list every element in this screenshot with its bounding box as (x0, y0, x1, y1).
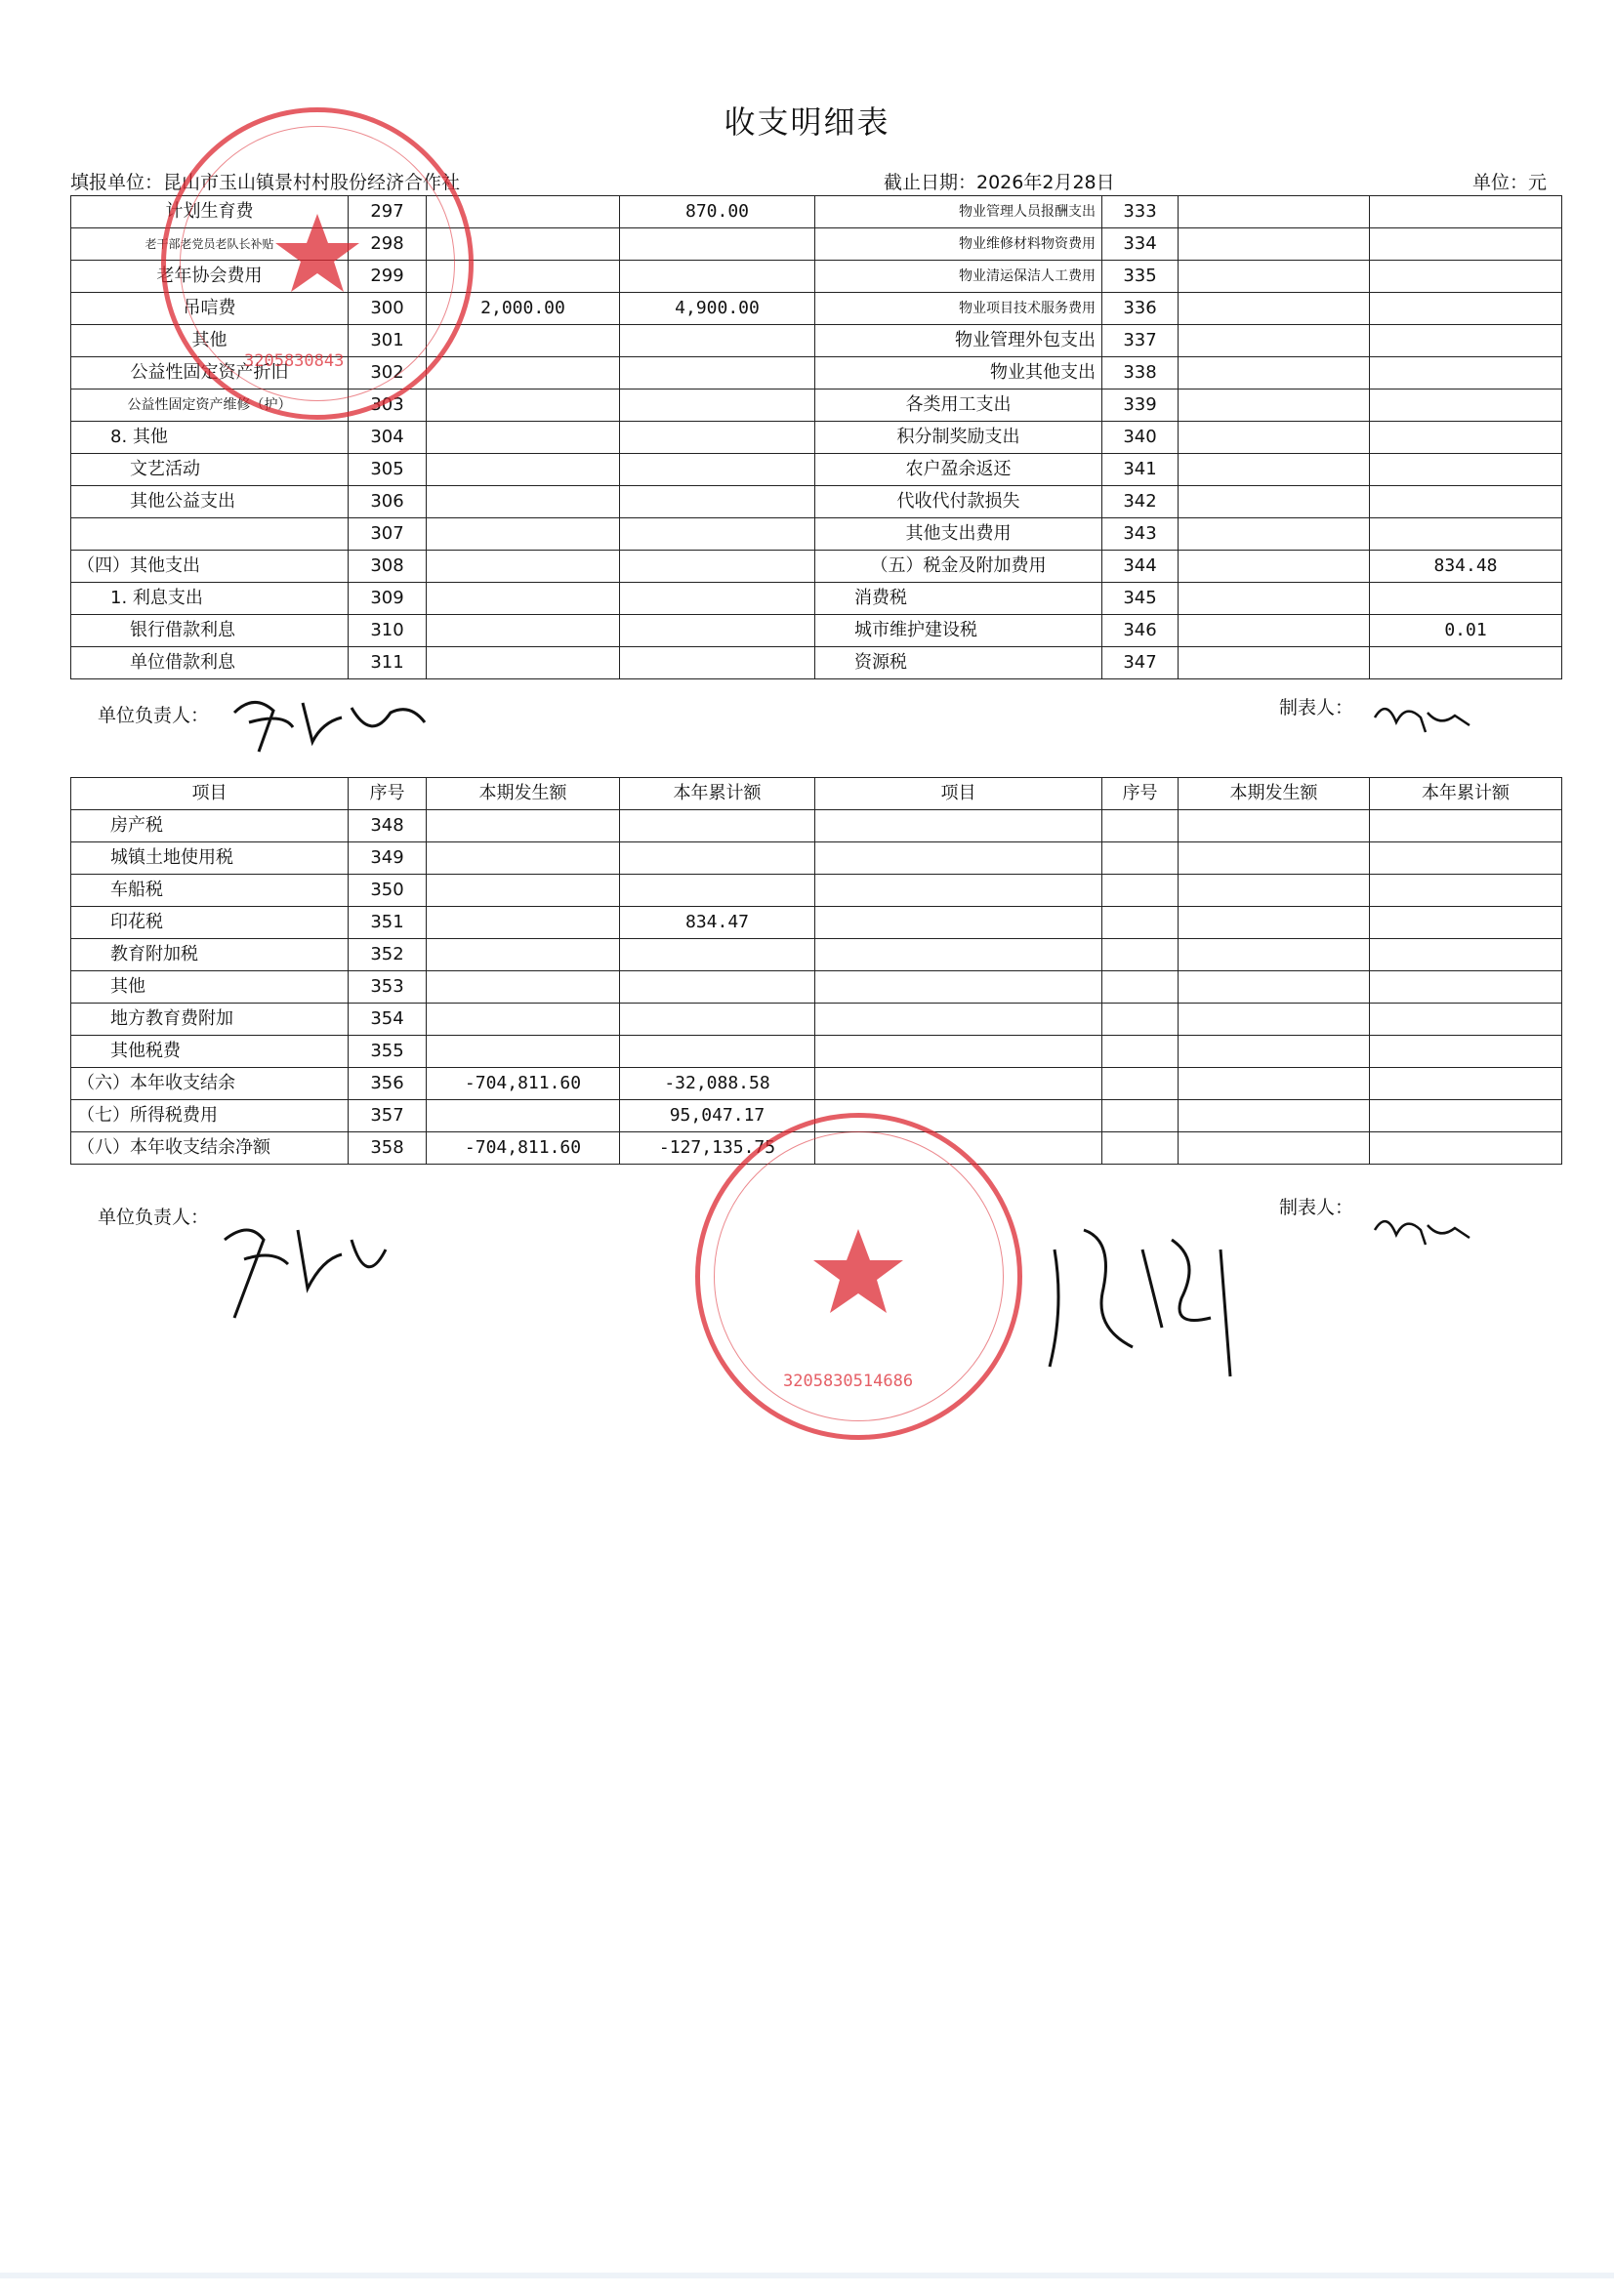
header-seq-right: 序号 (1102, 778, 1179, 810)
ytd-amount-cell: 4,900.00 (620, 293, 815, 325)
reporting-unit: 填报单位：昆山市玉山镇景村村股份经济合作社 (70, 172, 461, 193)
item-cell: 房产税 (71, 810, 349, 842)
star-icon (812, 1225, 905, 1318)
item-cell: 其他 (71, 971, 349, 1004)
item-cell-right: 消费税 (815, 583, 1102, 615)
item-cell-right: （五）税金及附加费用 (815, 551, 1102, 583)
item-cell-right: 其他支出费用 (815, 518, 1102, 551)
empty-cell (1370, 1100, 1562, 1132)
item-cell: 教育附加税 (71, 939, 349, 971)
header-ytd: 本年累计额 (620, 778, 815, 810)
item-cell: 8. 其他 (71, 422, 349, 454)
ytd-amount-cell: -32,088.58 (620, 1068, 815, 1100)
empty-cell (1179, 1132, 1370, 1165)
empty-cell (1102, 939, 1179, 971)
detail-table-lower (70, 777, 1562, 1165)
seq-cell: 357 (349, 1100, 427, 1132)
seq-cell: 308 (349, 551, 427, 583)
item-cell-right: 物业管理外包支出 (815, 325, 1102, 357)
item-cell: 其他税费 (71, 1036, 349, 1068)
empty-cell (815, 875, 1102, 907)
current-amount-cell (427, 518, 620, 551)
seq-cell-right: 342 (1102, 486, 1179, 518)
header-item-right: 项目 (815, 778, 1102, 810)
seq-cell: 352 (349, 939, 427, 971)
current-amount-cell-right (1179, 293, 1370, 325)
empty-cell (1102, 810, 1179, 842)
header-current: 本期发生额 (427, 778, 620, 810)
page-title: 收支明细表 (724, 103, 890, 141)
item-cell: 1. 利息支出 (71, 583, 349, 615)
empty-cell (1370, 810, 1562, 842)
cutoff-date: 截止日期：2026年2月28日 (884, 172, 1115, 193)
item-cell: 银行借款利息 (71, 615, 349, 647)
seq-cell: 311 (349, 647, 427, 679)
current-amount-cell-right (1179, 228, 1370, 261)
current-amount-cell (427, 1036, 620, 1068)
table-row (71, 971, 1562, 1004)
current-amount-cell: 2,000.00 (427, 293, 620, 325)
empty-cell (1179, 1036, 1370, 1068)
seq-cell: 297 (349, 196, 427, 228)
item-cell-right: 资源税 (815, 647, 1102, 679)
empty-cell (1179, 1004, 1370, 1036)
empty-cell (1370, 1068, 1562, 1100)
empty-cell (1179, 1068, 1370, 1100)
empty-cell (815, 907, 1102, 939)
current-amount-cell-right (1179, 486, 1370, 518)
signature-preparer-1 (1367, 688, 1474, 747)
empty-cell (1102, 1132, 1179, 1165)
current-amount-cell-right (1179, 390, 1370, 422)
ytd-amount-cell (620, 422, 815, 454)
ytd-amount-cell (620, 875, 815, 907)
item-cell-right: 各类用工支出 (815, 390, 1102, 422)
ytd-amount-cell-right (1370, 518, 1562, 551)
ytd-amount-cell-right: 834.48 (1370, 551, 1562, 583)
current-amount-cell-right (1179, 261, 1370, 293)
current-amount-cell-right (1179, 422, 1370, 454)
seal-number: 3205830843 (244, 351, 345, 371)
ytd-amount-cell-right (1370, 647, 1562, 679)
ytd-amount-cell-right (1370, 357, 1562, 390)
seq-cell: 306 (349, 486, 427, 518)
seq-cell: 300 (349, 293, 427, 325)
current-amount-cell (427, 810, 620, 842)
ytd-amount-cell-right (1370, 390, 1562, 422)
item-cell: 老年协会费用 (71, 261, 349, 293)
item-cell-right: 代收代付款损失 (815, 486, 1102, 518)
ytd-amount-cell: -127,135.75 (620, 1132, 815, 1165)
table-row (71, 1068, 1562, 1100)
item-cell: （八）本年收支结余净额 (71, 1132, 349, 1165)
current-amount-cell (427, 454, 620, 486)
item-cell: 车船税 (71, 875, 349, 907)
item-cell: 吊唁费 (71, 293, 349, 325)
header-seq: 序号 (349, 778, 427, 810)
current-amount-cell (427, 486, 620, 518)
ytd-amount-cell (620, 325, 815, 357)
table-row (71, 810, 1562, 842)
ytd-amount-cell-right (1370, 325, 1562, 357)
empty-cell (1102, 875, 1179, 907)
item-cell-right: 物业清运保洁人工费用 (815, 261, 1102, 293)
seq-cell: 353 (349, 971, 427, 1004)
empty-cell (1370, 1036, 1562, 1068)
empty-cell (1102, 971, 1179, 1004)
ytd-amount-cell-right (1370, 196, 1562, 228)
current-amount-cell (427, 907, 620, 939)
ytd-amount-cell (620, 842, 815, 875)
seq-cell: 307 (349, 518, 427, 551)
current-amount-cell (427, 422, 620, 454)
empty-cell (815, 1004, 1102, 1036)
item-cell: （四）其他支出 (71, 551, 349, 583)
seq-cell: 350 (349, 875, 427, 907)
item-cell: 其他公益支出 (71, 486, 349, 518)
signature-responsible-2 (205, 1201, 400, 1328)
item-cell: 单位借款利息 (71, 647, 349, 679)
empty-cell (1179, 907, 1370, 939)
current-amount-cell (427, 647, 620, 679)
current-amount-cell (427, 939, 620, 971)
ytd-amount-cell (620, 454, 815, 486)
table-row (71, 1036, 1562, 1068)
seq-cell: 302 (349, 357, 427, 390)
ytd-amount-cell-right (1370, 293, 1562, 325)
item-cell-right: 积分制奖励支出 (815, 422, 1102, 454)
seq-cell: 304 (349, 422, 427, 454)
cooperative-seal (161, 107, 474, 420)
seq-cell-right: 343 (1102, 518, 1179, 551)
ytd-amount-cell (620, 583, 815, 615)
ytd-amount-cell (620, 939, 815, 971)
empty-cell (1102, 842, 1179, 875)
item-cell-right: 城市维护建设税 (815, 615, 1102, 647)
seq-cell: 354 (349, 1004, 427, 1036)
signature-supervisor (1035, 1210, 1260, 1386)
empty-cell (815, 810, 1102, 842)
seq-cell: 349 (349, 842, 427, 875)
empty-cell (1102, 1036, 1179, 1068)
item-cell-right: 农户盈余返还 (815, 454, 1102, 486)
table-row (71, 486, 1562, 518)
empty-cell (1102, 1004, 1179, 1036)
header-ytd-right: 本年累计额 (1370, 778, 1562, 810)
ytd-amount-cell-right (1370, 583, 1562, 615)
ytd-amount-cell (620, 1004, 815, 1036)
ytd-amount-cell (620, 486, 815, 518)
empty-cell (1102, 1100, 1179, 1132)
ytd-amount-cell-right (1370, 486, 1562, 518)
item-cell: 老干部老党员老队长补贴 (71, 228, 349, 261)
signature-responsible-1 (215, 683, 439, 761)
table-header-row (71, 778, 1562, 810)
current-amount-cell-right (1179, 196, 1370, 228)
table-row (71, 583, 1562, 615)
table-row (71, 422, 1562, 454)
empty-cell (1370, 1132, 1562, 1165)
empty-cell (815, 939, 1102, 971)
current-amount-cell (427, 551, 620, 583)
empty-cell (1179, 1100, 1370, 1132)
item-cell: 公益性固定资产折旧 (71, 357, 349, 390)
current-amount-cell: -704,811.60 (427, 1068, 620, 1100)
ytd-amount-cell: 870.00 (620, 196, 815, 228)
ytd-amount-cell (620, 228, 815, 261)
item-cell: （七）所得税费用 (71, 1100, 349, 1132)
supervisory-seal (695, 1113, 1022, 1440)
current-amount-cell-right (1179, 454, 1370, 486)
table-row (71, 647, 1562, 679)
current-amount-cell (427, 971, 620, 1004)
current-amount-cell-right (1179, 325, 1370, 357)
seq-cell-right: 344 (1102, 551, 1179, 583)
empty-cell (1179, 939, 1370, 971)
ytd-amount-cell (620, 518, 815, 551)
seq-cell-right: 341 (1102, 454, 1179, 486)
ytd-amount-cell-right (1370, 422, 1562, 454)
ytd-amount-cell (620, 390, 815, 422)
ytd-amount-cell (620, 615, 815, 647)
ytd-amount-cell: 95,047.17 (620, 1100, 815, 1132)
current-amount-cell (427, 615, 620, 647)
seq-cell: 358 (349, 1132, 427, 1165)
seq-cell: 355 (349, 1036, 427, 1068)
seq-cell: 303 (349, 390, 427, 422)
table-row (71, 939, 1562, 971)
empty-cell (1370, 1004, 1562, 1036)
item-cell: 印花税 (71, 907, 349, 939)
item-cell: 计划生育费 (71, 196, 349, 228)
ytd-amount-cell-right (1370, 228, 1562, 261)
seq-cell: 356 (349, 1068, 427, 1100)
seq-cell: 348 (349, 810, 427, 842)
currency-unit: 单位：元 (1472, 172, 1548, 193)
current-amount-cell (427, 1100, 620, 1132)
seq-cell-right: 336 (1102, 293, 1179, 325)
table-row (71, 1004, 1562, 1036)
header-current-right: 本期发生额 (1179, 778, 1370, 810)
seq-cell: 299 (349, 261, 427, 293)
header-item: 项目 (71, 778, 349, 810)
item-cell: （六）本年收支结余 (71, 1068, 349, 1100)
empty-cell (1179, 875, 1370, 907)
empty-cell (1102, 907, 1179, 939)
item-cell: 公益性固定资产维修（护） (71, 390, 349, 422)
ytd-amount-cell-right (1370, 454, 1562, 486)
ytd-amount-cell (620, 1036, 815, 1068)
item-cell: 文艺活动 (71, 454, 349, 486)
table-row (71, 875, 1562, 907)
seq-cell: 310 (349, 615, 427, 647)
empty-cell (815, 842, 1102, 875)
ytd-amount-cell: 834.47 (620, 907, 815, 939)
current-amount-cell-right (1179, 647, 1370, 679)
seq-cell-right: 347 (1102, 647, 1179, 679)
ytd-amount-cell-right: 0.01 (1370, 615, 1562, 647)
ytd-amount-cell (620, 647, 815, 679)
ytd-amount-cell (620, 810, 815, 842)
table-row (71, 551, 1562, 583)
seal-number: 3205830514686 (783, 1372, 914, 1391)
empty-cell (815, 1036, 1102, 1068)
empty-cell (1370, 842, 1562, 875)
empty-cell (1102, 1068, 1179, 1100)
seq-cell-right: 340 (1102, 422, 1179, 454)
table-row (71, 518, 1562, 551)
empty-cell (1370, 971, 1562, 1004)
ytd-amount-cell (620, 971, 815, 1004)
responsible-label-2: 单位负责人： (98, 1207, 210, 1228)
empty-cell (1370, 907, 1562, 939)
seq-cell-right: 334 (1102, 228, 1179, 261)
empty-cell (1179, 842, 1370, 875)
seq-cell-right: 339 (1102, 390, 1179, 422)
scan-edge (0, 2273, 1614, 2278)
empty-cell (1370, 875, 1562, 907)
seq-cell-right: 335 (1102, 261, 1179, 293)
table-row (71, 842, 1562, 875)
seq-cell-right: 338 (1102, 357, 1179, 390)
item-cell-right: 物业管理人员报酬支出 (815, 196, 1102, 228)
preparer-label-2: 制表人： (1279, 1197, 1354, 1218)
table-row (71, 454, 1562, 486)
empty-cell (1179, 971, 1370, 1004)
current-amount-cell: -704,811.60 (427, 1132, 620, 1165)
item-cell-right: 物业其他支出 (815, 357, 1102, 390)
empty-cell (815, 1068, 1102, 1100)
seq-cell-right: 337 (1102, 325, 1179, 357)
table-row (71, 907, 1562, 939)
current-amount-cell-right (1179, 615, 1370, 647)
current-amount-cell (427, 842, 620, 875)
seq-cell: 298 (349, 228, 427, 261)
current-amount-cell-right (1179, 583, 1370, 615)
empty-cell (1179, 810, 1370, 842)
current-amount-cell (427, 1004, 620, 1036)
responsible-label-1: 单位负责人： (98, 705, 210, 726)
current-amount-cell-right (1179, 551, 1370, 583)
current-amount-cell (427, 390, 620, 422)
current-amount-cell-right (1179, 357, 1370, 390)
seq-cell-right: 346 (1102, 615, 1179, 647)
seq-cell-right: 345 (1102, 583, 1179, 615)
item-cell-right: 物业项目技术服务费用 (815, 293, 1102, 325)
ytd-amount-cell (620, 357, 815, 390)
current-amount-cell (427, 875, 620, 907)
seq-cell-right: 333 (1102, 196, 1179, 228)
current-amount-cell (427, 583, 620, 615)
star-icon (273, 210, 361, 298)
ytd-amount-cell-right (1370, 261, 1562, 293)
item-cell: 城镇土地使用税 (71, 842, 349, 875)
empty-cell (1370, 939, 1562, 971)
ytd-amount-cell (620, 551, 815, 583)
seq-cell: 309 (349, 583, 427, 615)
signature-preparer-2 (1367, 1201, 1474, 1259)
current-amount-cell (427, 357, 620, 390)
seq-cell: 301 (349, 325, 427, 357)
seq-cell: 305 (349, 454, 427, 486)
item-cell-right: 物业维修材料物资费用 (815, 228, 1102, 261)
table-row (71, 615, 1562, 647)
item-cell: 其他 (71, 325, 349, 357)
current-amount-cell-right (1179, 518, 1370, 551)
ytd-amount-cell (620, 261, 815, 293)
empty-cell (815, 971, 1102, 1004)
preparer-label-1: 制表人： (1279, 697, 1354, 718)
seq-cell: 351 (349, 907, 427, 939)
item-cell: 地方教育费附加 (71, 1004, 349, 1036)
item-cell (71, 518, 349, 551)
